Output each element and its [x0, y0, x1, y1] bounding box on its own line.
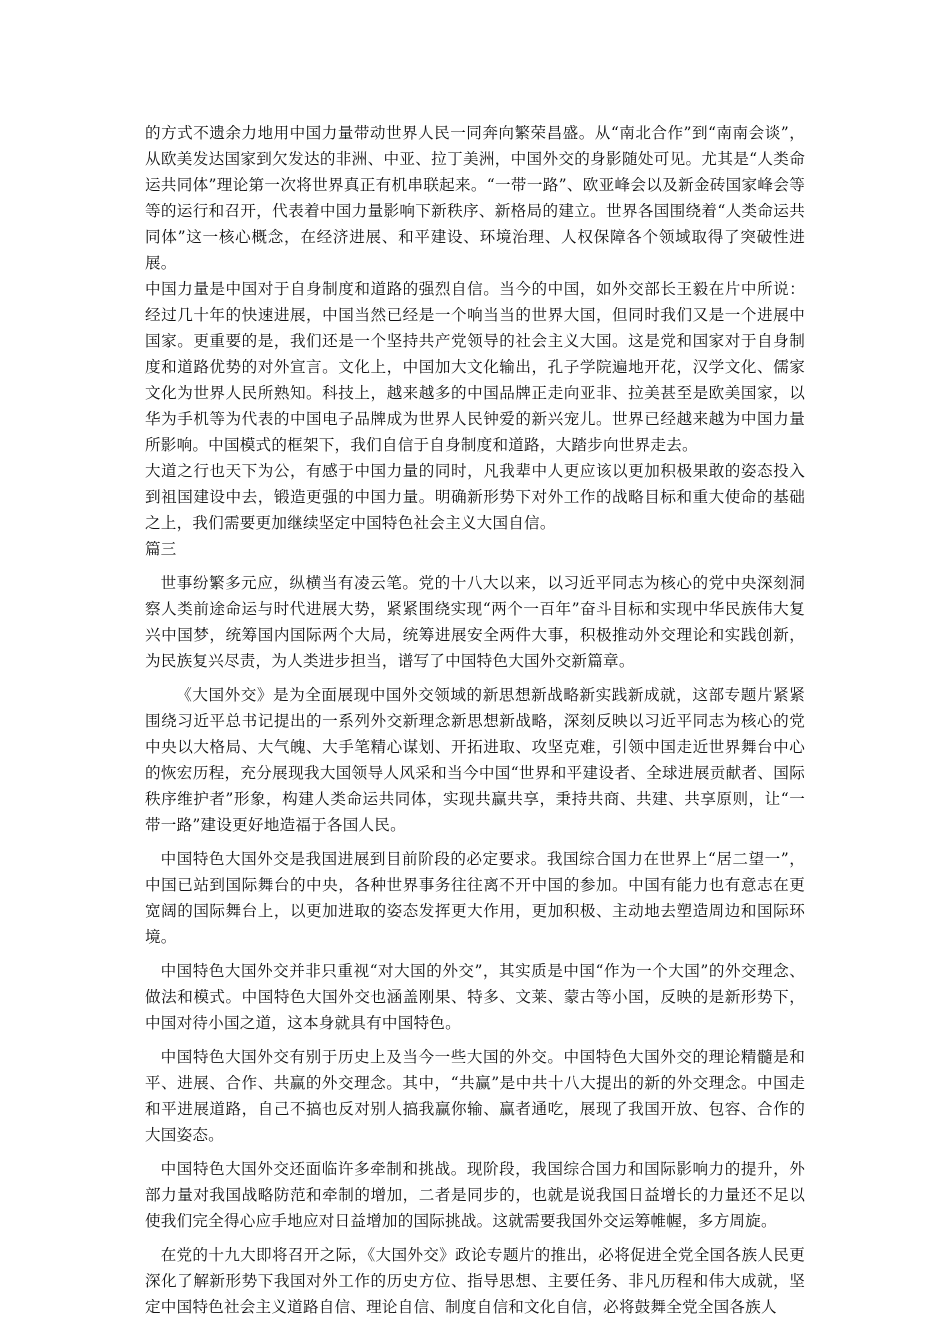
paragraph-documentary: 《大国外交》是为全面展现中国外交领域的新思想新战略新实践新成就，这部专题片紧紧围绕习近平总书记提出的一系列外交新理念新思想新战略，深刻反映以习近平同志为核心的党中央以大格局、大气魄、大手笔精心谋划、开拓进取、攻坚克难，引领中国走近世界舞台中心的恢宏历程，充分展现我大国领导人风采和当今中国“世界和平建设者、全球进展贡献者、国际秩序维护者”形象，构建人类命运共同体，实现共赢共享，秉持共商、共建、共享原则，让“一带一路”建设更好地造福于各国人民。 [145, 686, 805, 834]
paragraph-challenges: 中国特色大国外交还面临许多牵制和挑战。现阶段，我国综合国力和国际影响力的提升，外部力量对我国战略防范和牵制的增加，二者是同步的，也就是说我国日益增长的力量还不足以使我们完全得心应手地应对日益增加的国际挑战。这就需要我国外交运筹帷幄，多方周旋。 [145, 1160, 805, 1230]
paragraph-nineteenth-congress: 在党的十九大即将召开之际，《大国外交》政论专题片的推出，必将促进全党全国各族人民更深化了解新形势下我国对外工作的历史方位、指导思想、主要任务、非凡历程和伟大成就，坚定中国特色社会主义道路自信、理论自信、制度自信和文化自信，必将鼓舞全党全国各族人 [145, 1246, 805, 1316]
paragraph-different-from-history: 中国特色大国外交有别于历史上及当今一些大国的外交。中国特色大国外交的理论精髓是和平、进展、合作、共赢的外交理念。其中，“共赢”是中共十八大提出的新的外交理念。中国走和平进展道路，自己不搞也反对别人搞我赢你输、赢者通吃，展现了我国开放、包容、合作的大国姿态。 [145, 1048, 805, 1144]
document-page [145, 120, 805, 1320]
section-heading: 篇三 [145, 540, 177, 558]
paragraph-chinese-power-confidence: 中国力量是中国对于自身制度和道路的强烈自信。当今的中国，如外交部长王毅在片中所说：经过几十年的快速进展，中国当然已经是一个响当当的世界大国，但同时我们又是一个进展中国家。更重要的是，我们还是一个坚持共产党领导的社会主义大国。这是党和国家对于自身制度和道路优势的对外宣言。文化上，中国加大文化输出，孔子学院遍地开花，汉学文化、儒家文化为世界人民所熟知。科技上，越来越多的中国品牌正走向亚非、拉美甚至是欧美国家，以华为手机等为代表的中国电子品牌成为世界人民钟爱的新兴宠儿。世界已经越来越为中国力量所影响。中国模式的框架下，我们自信于自身制度和道路，大踏步向世界走去。 [145, 280, 805, 454]
paragraph-chinese-power-world: 的方式不遗余力地用中国力量带动世界人民一同奔向繁荣昌盛。从“南北合作”到“南南会谈”，从欧美发达国家到欠发达的非洲、中亚、拉丁美洲，中国外交的身影随处可见。尤其是“人类命运共同体”理论第一次将世界真正有机串联起来。“一带一路”、欧亚峰会以及新金砖国家峰会等等的运行和召开，代表着中国力量影响下新秩序、新格局的建立。世界各国围绕着“人类命运共同体”这一核心概念，在经济进展、和平建设、环境治理、人权保障各个领域取得了突破性进展。 [145, 124, 805, 272]
paragraph-section-intro: 世事纷繁多元应，纵横当有凌云笔。党的十八大以来，以习近平同志为核心的党中央深刻洞察人类前途命运与时代进展大势，紧紧围绕实现“两个一百年”奋斗目标和实现中华民族伟大复兴中国梦，统筹国内国际两个大局，统筹进展安全两件大事，积极推动外交理论和实践创新，为民族复兴尽责，为人类进步担当，谱写了中国特色大国外交新篇章。 [145, 574, 805, 670]
paragraph-great-way: 大道之行也天下为公，有感于中国力量的同时，凡我辈中人更应该以更加积极果敢的姿态投入到祖国建设中去，锻造更强的中国力量。明确新形势下对外工作的战略目标和重大使命的基础之上，我们需要更加继续坚定中国特色社会主义大国自信。 [145, 462, 805, 532]
paragraph-not-only-big-powers: 中国特色大国外交并非只重视“对大国的外交”，其实质是中国“作为一个大国”的外交理念、做法和模式。中国特色大国外交也涵盖刚果、特多、文莱、蒙古等小国，反映的是新形势下，中国对待小国之道，这本身就具有中国特色。 [145, 962, 805, 1032]
paragraph-requirement: 中国特色大国外交是我国进展到目前阶段的必定要求。我国综合国力在世界上“居二望一”，中国已站到国际舞台的中央，各种世界事务往往离不开中国的参加。中国有能力也有意志在更宽阔的国际舞台上，以更加进取的姿态发挥更大作用，更加积极、主动地去塑造周边和国际环境。 [145, 850, 805, 946]
